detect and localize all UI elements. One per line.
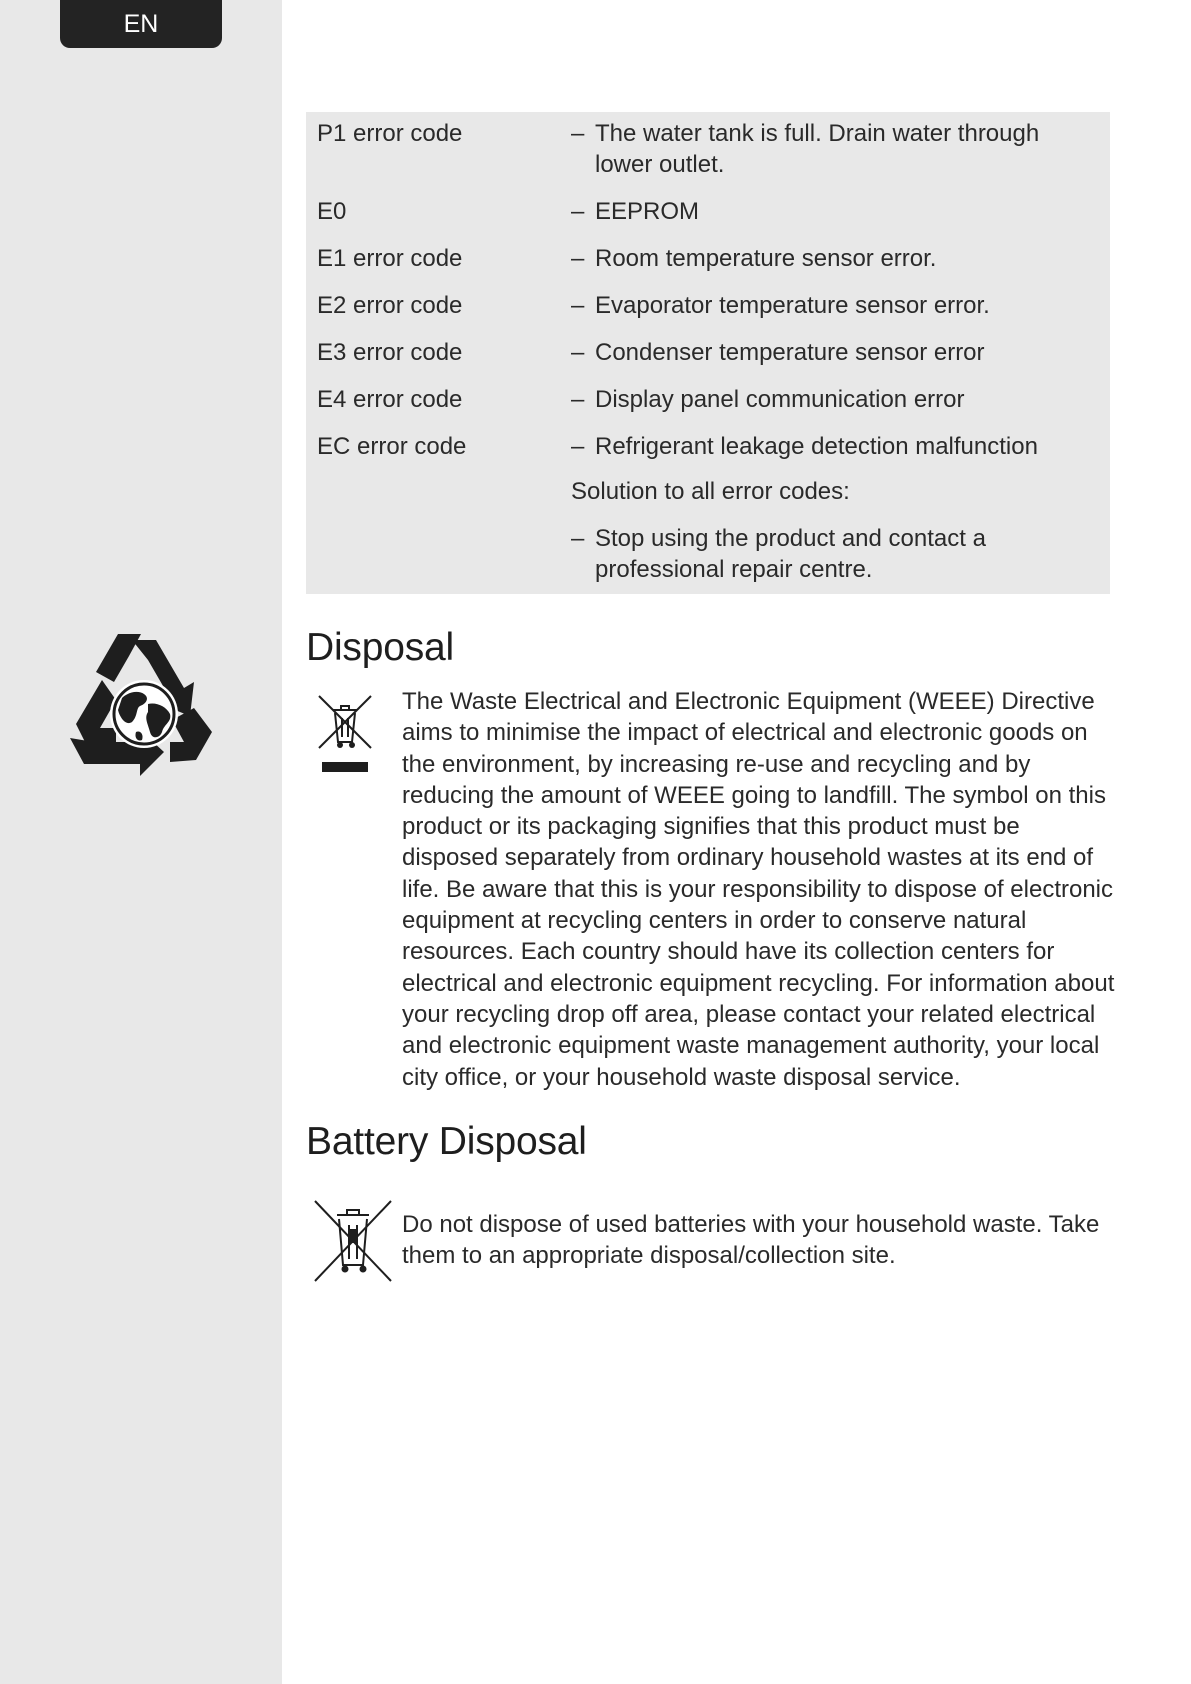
error-code: E4 error code [317, 386, 463, 413]
dash: – [571, 433, 585, 460]
language-tab: EN [60, 0, 222, 48]
error-description: Condenser temperature sensor error [595, 339, 985, 366]
error-description: The water tank is full. Drain water through lower outlet. [595, 120, 1040, 178]
battery-disposal-text: Do not dispose of used batteries with your household waste. Take them to an appropriate disposal/collection site. [402, 1211, 1100, 1270]
disposal-heading: Disposal [306, 626, 454, 669]
weee-crossed-bin-icon [316, 690, 374, 774]
error-code: E1 error code [317, 245, 463, 272]
dash: – [571, 292, 585, 319]
error-code: E2 error code [317, 292, 463, 319]
dash: – [571, 525, 585, 552]
error-description: Evaporator temperature sensor error. [595, 292, 990, 319]
error-code-table [306, 112, 1110, 594]
dash: – [571, 198, 585, 225]
solution-text: Stop using the product and contact a professional repair centre. [595, 525, 986, 583]
error-description: Display panel communication error [595, 386, 965, 413]
disposal-text: The Waste Electrical and Electronic Equipment (WEEE) Directive aims to minimise the impact of electrical and electronic goods on the environment, by increasing re-use and recycling and by reducing the amount of WEEE going to landfill. The symbol on this product or its packaging signifies that this product must be disposed separately from ordinary household wastes at its end of life. Be aware that this is your responsibility to dispose of electronic equipment at recycling centers in order to conserve natural resources. Each country should have its collection centers for electrical and electronic equipment recycling. For information about your recycling drop off area, please contact your related electrical and electronic equipment waste management authority, your local city office, or your household waste disposal service. [402, 688, 1115, 1091]
dash: – [571, 245, 585, 272]
error-description: Refrigerant leakage detection malfunction [595, 433, 1038, 460]
error-code: P1 error code [317, 120, 463, 147]
error-description: Room temperature sensor error. [595, 245, 937, 272]
error-code: E3 error code [317, 339, 463, 366]
error-code: EC error code [317, 433, 467, 460]
solution-title: Solution to all error codes: [571, 478, 850, 505]
dash: – [571, 120, 585, 147]
sidebar [0, 0, 282, 1684]
battery-crossed-bin-icon [313, 1199, 393, 1283]
error-code: E0 [317, 198, 347, 225]
recycle-globe-icon [66, 632, 216, 780]
error-description: EEPROM [595, 198, 700, 225]
dash: – [571, 339, 585, 366]
battery-disposal-heading: Battery Disposal [306, 1120, 587, 1163]
dash: – [571, 386, 585, 413]
